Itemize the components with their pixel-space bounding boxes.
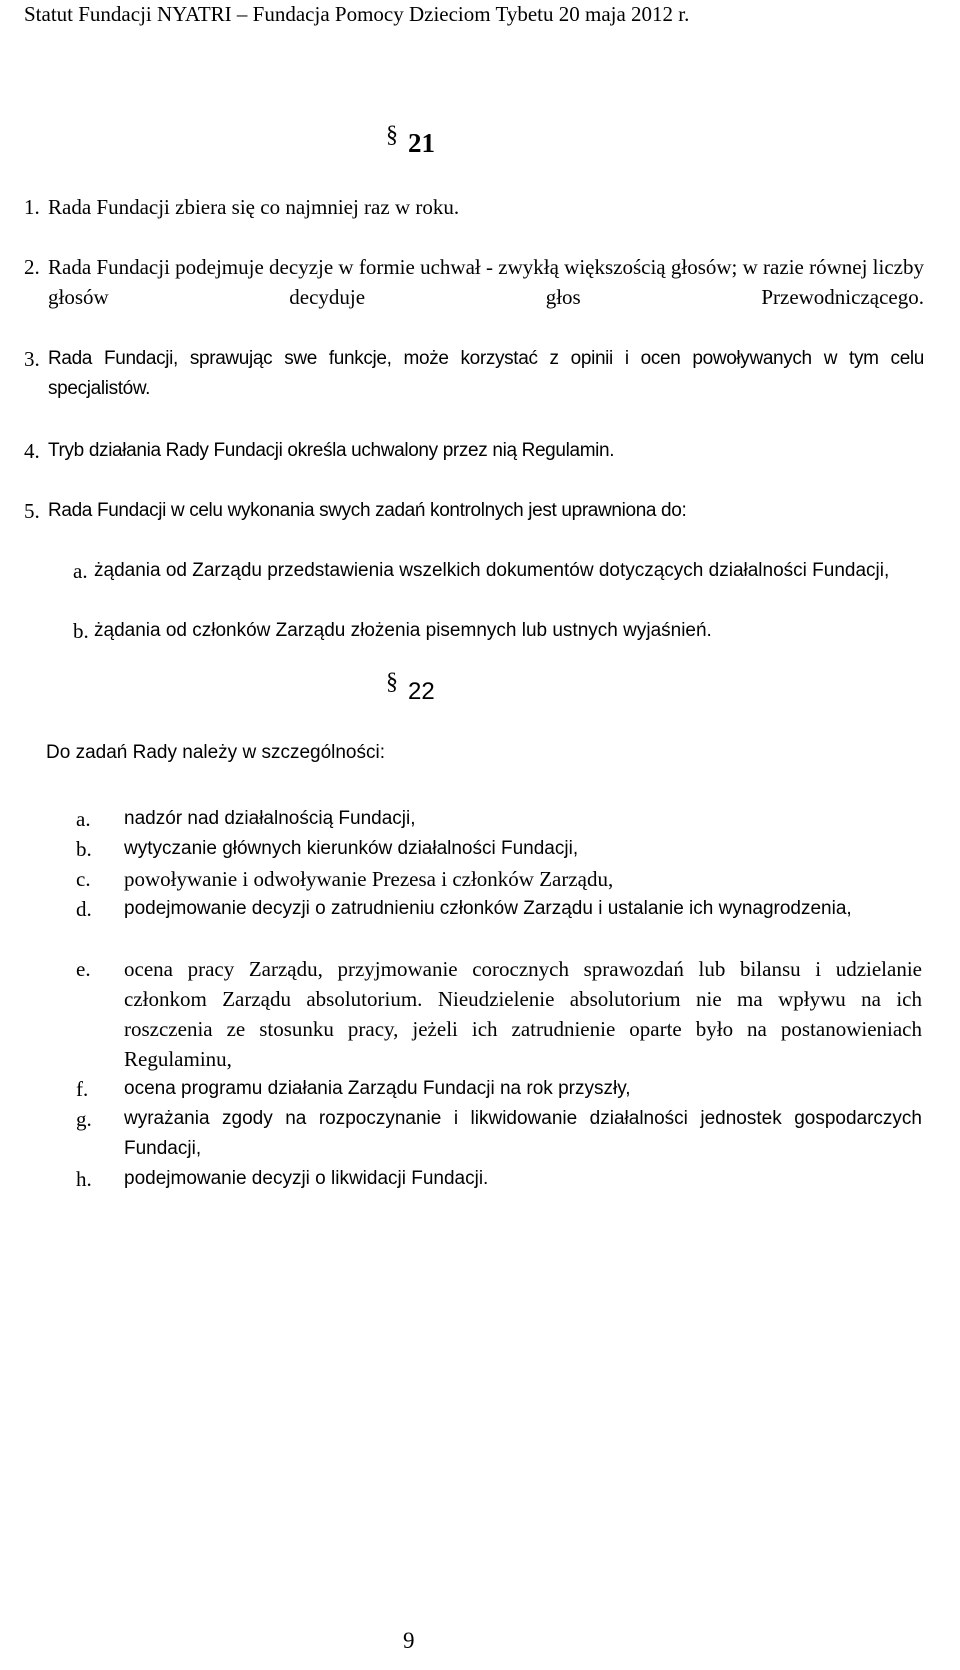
- item-marker: 3.: [24, 347, 40, 371]
- section-21-heading: [386, 122, 435, 159]
- section-22-heading: [386, 669, 435, 706]
- sub-list-item: [73, 616, 924, 646]
- item-text: podejmowanie decyzji o zatrudnieniu członków Zarządu i ustalanie ich wynagrodzenia,: [124, 898, 852, 919]
- item-text: podejmowanie decyzji o likwidacji Fundacji.: [124, 1168, 489, 1189]
- paragraph-symbol: §: [386, 122, 398, 148]
- item-text: nadzór nad działalnością Fundacji,: [124, 808, 416, 829]
- list-item: [76, 1074, 922, 1104]
- section-number: 21: [408, 128, 435, 158]
- item-marker: f.: [76, 1077, 89, 1101]
- page-number: 9: [403, 1628, 415, 1653]
- item-text: wytyczanie głównych kierunków działalności Fundacji,: [124, 838, 579, 859]
- list-item: [76, 954, 922, 1074]
- list-item: [24, 496, 924, 526]
- item-text: powoływanie i odwoływanie Prezesa i członków Zarządu,: [124, 867, 614, 891]
- paragraph-symbol: §: [386, 669, 398, 695]
- item-marker: b.: [73, 619, 89, 643]
- item-marker: 4.: [24, 439, 40, 463]
- list-item: [76, 834, 922, 864]
- item-text: Rada Fundacji zbiera się co najmniej raz w roku.: [48, 195, 460, 219]
- item-text: ocena programu działania Zarządu Fundacji na rok przyszły,: [124, 1078, 631, 1099]
- item-marker: c.: [76, 867, 91, 891]
- item-marker: h.: [76, 1167, 92, 1191]
- section-22-intro: Do zadań Rady należy w szczególności:: [46, 742, 386, 763]
- item-marker: a.: [73, 559, 88, 583]
- item-text: Rada Fundacji podejmuje decyzje w formie uchwał - zwykłą większością głosów; w razie równej liczby głosów decyduje głos Przewodniczącego.: [48, 255, 924, 309]
- item-text: Rada Fundacji w celu wykonania swych zadań kontrolnych jest uprawniona do:: [48, 500, 687, 521]
- document-header: Statut Fundacji NYATRI – Fundacja Pomocy Dzieciom Tybetu 20 maja 2012 r.: [24, 2, 690, 26]
- item-marker: 1.: [24, 195, 40, 219]
- item-marker: 2.: [24, 255, 40, 279]
- list-item: [24, 436, 924, 466]
- item-text: Tryb działania Rady Fundacji określa uchwalony przez nią Regulamin.: [48, 440, 615, 461]
- section-number: 22: [408, 678, 435, 705]
- list-item: [24, 192, 924, 222]
- item-marker: 5.: [24, 499, 40, 523]
- list-item: [24, 252, 924, 312]
- item-marker: d.: [76, 897, 92, 921]
- list-item: [76, 804, 922, 834]
- item-text: Rada Fundacji, sprawując swe funkcje, może korzystać z opinii i ocen powoływanych w tym celu specjalistów.: [48, 348, 924, 399]
- item-text: wyrażania zgody na rozpoczynanie i likwidowanie działalności jednostek gospodarczych Fundacji,: [124, 1108, 922, 1159]
- item-marker: a.: [76, 807, 91, 831]
- item-text: żądania od członków Zarządu złożenia pisemnych lub ustnych wyjaśnień.: [94, 620, 712, 641]
- list-item: [76, 1104, 922, 1164]
- list-item: [76, 864, 922, 894]
- item-text: żądania od Zarządu przedstawienia wszelkich dokumentów dotyczących działalności Fundacji,: [94, 560, 890, 581]
- item-marker: g.: [76, 1107, 92, 1131]
- list-item: [76, 1164, 922, 1194]
- item-marker: e.: [76, 957, 91, 981]
- list-item: [24, 344, 924, 404]
- sub-list-item: [73, 556, 924, 586]
- list-item: [76, 894, 922, 924]
- item-marker: b.: [76, 837, 92, 861]
- item-text: ocena pracy Zarządu, przyjmowanie corocznych sprawozdań lub bilansu i udzielanie członkom Zarządu absolutorium. Nieudzielenie absolutorium nie ma wpływu na ich roszczenia ze stosunku pracy, jeżeli ich zatrudnienie oparte było na postanowieniach Regulaminu,: [124, 957, 922, 1071]
